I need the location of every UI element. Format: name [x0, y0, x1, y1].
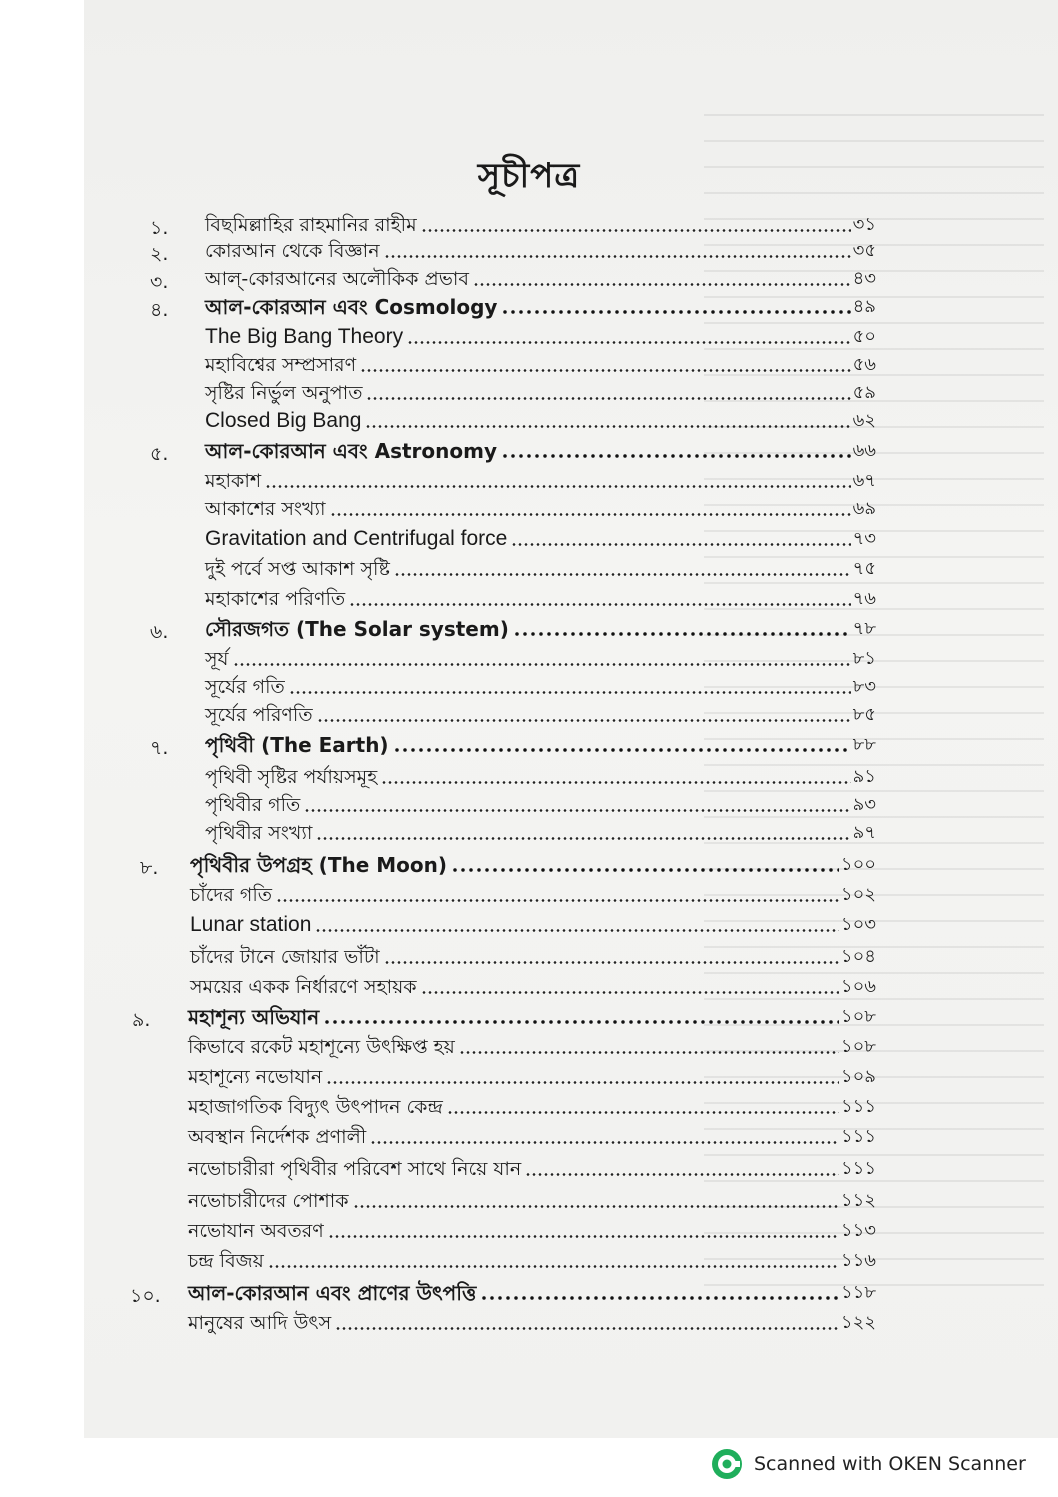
toc-page-number: ১১১: [840, 1096, 876, 1117]
toc-entry-title: আল-কোরআন এবং প্রাণের উৎপত্তি: [188, 1281, 477, 1305]
toc-page-number: ১০২: [840, 884, 876, 905]
dot-leader: [353, 1205, 839, 1208]
dot-leader: [317, 719, 851, 722]
toc-page-number: ৭৮: [852, 618, 876, 639]
toc-entry: [205, 614, 876, 640]
dot-leader: [335, 1327, 839, 1330]
toc-entry-title: নভোচারীরা পৃথিবীর পরিবেশ সাথে নিয়ে যান: [188, 1158, 522, 1180]
toc-page-number: ১০৮: [840, 1036, 876, 1057]
toc-page-number: ১০০: [840, 854, 876, 875]
page-title: সূচীপত্র: [477, 156, 581, 196]
toc-entry-title: অবস্থান নির্দেশক প্রণালী: [188, 1126, 367, 1148]
dot-leader: [276, 899, 839, 902]
toc-entry-title: মানুষের আদি উৎস: [188, 1312, 332, 1334]
toc-entry: [205, 554, 876, 580]
toc-entry: [205, 350, 876, 376]
toc-number: ১.: [150, 217, 169, 239]
dot-leader: [525, 1173, 839, 1176]
toc-entry-title: পৃথিবী সৃষ্টির পর্যায়সমূহ: [205, 766, 378, 788]
toc-page-number: ৯৭: [852, 822, 876, 843]
toc-entry-title: পৃথিবীর উপগ্রহ (The Moon): [190, 853, 447, 877]
toc-entry: [205, 264, 876, 290]
toc-entry: [205, 466, 876, 492]
toc-entry-title: নভোযান অবতরণ: [188, 1220, 324, 1242]
dot-leader: [330, 513, 851, 516]
toc-entry-title: চাঁদের গতি: [190, 884, 273, 906]
toc-page-number: ৪৯: [852, 296, 876, 317]
dot-leader: [407, 341, 851, 344]
toc-page-number: ১০৯: [840, 1066, 876, 1087]
dot-leader: [233, 663, 851, 666]
toc-page-number: ৭৩: [852, 528, 876, 549]
toc-page-number: ৮১: [852, 648, 876, 669]
dot-leader: [328, 1235, 839, 1238]
dot-leader: [451, 868, 839, 872]
toc-page-number: ১১৮: [840, 1282, 876, 1303]
toc-entry: [190, 910, 876, 936]
toc-entry: [205, 818, 876, 844]
toc-entry: [188, 1092, 876, 1118]
dot-leader: [384, 255, 851, 258]
toc-entry: [190, 972, 876, 998]
toc-entry-title: চাঁদের টানে জোয়ার ভাঁটা: [190, 946, 380, 968]
dot-leader: [304, 809, 850, 812]
dot-leader: [349, 603, 850, 606]
toc-page-number: ৬২: [852, 410, 876, 431]
toc-page-number: ৭৬: [852, 588, 876, 609]
scanner-watermark-text: Scanned with OKEN Scanner: [754, 1453, 1026, 1475]
toc-page-number: ১০৮: [840, 1006, 876, 1027]
dot-leader: [447, 1111, 839, 1114]
toc-entry-title: নভোচারীদের পোশাক: [188, 1190, 349, 1212]
toc-entry: [188, 1062, 876, 1088]
dot-leader: [316, 837, 850, 840]
dot-leader: [289, 691, 851, 694]
toc-number: ৮.: [140, 857, 159, 879]
toc-number: ১০.: [130, 1285, 161, 1307]
toc-entry-title: সূর্য: [205, 648, 229, 670]
toc-page-number: ৬৬: [852, 440, 876, 461]
toc-number: ৩.: [150, 271, 169, 293]
toc-entry-title: Lunar station: [190, 913, 312, 936]
dot-leader: [421, 229, 851, 232]
toc-entry-title: সৃষ্টির নির্ভুল অনুপাত: [205, 382, 363, 404]
toc-entry-title: আল্-কোরআনের অলৌকিক প্রভাব: [205, 268, 469, 290]
toc-page-number: ৫৬: [852, 354, 876, 375]
toc-entry: [205, 790, 876, 816]
dot-leader: [370, 1141, 839, 1144]
toc-entry: [188, 1002, 876, 1028]
toc-number: ২.: [150, 243, 169, 265]
toc-page-number: ৫০: [852, 326, 876, 347]
dot-leader: [360, 369, 851, 372]
toc-page-number: ১০৬: [840, 976, 876, 997]
toc-entry: [205, 210, 876, 236]
dot-leader: [421, 991, 839, 994]
toc-number: ৭.: [150, 737, 169, 759]
dot-leader: [381, 781, 850, 784]
dot-leader: [365, 425, 850, 428]
dot-leader: [394, 573, 851, 576]
scanner-watermark: [710, 1444, 1026, 1484]
toc-entry: [188, 1216, 876, 1242]
toc-number: ৬.: [150, 621, 169, 643]
toc-entry-title: সময়ের একক নির্ধারণে সহায়ক: [190, 976, 417, 998]
oken-scanner-logo-icon: [710, 1447, 744, 1481]
toc-entry-title: সৌরজগত (The Solar system): [205, 617, 509, 641]
toc-page-number: ১১১: [840, 1158, 876, 1179]
dot-leader: [384, 961, 839, 964]
toc-entry: [205, 700, 876, 726]
toc-page-number: ৬৭: [852, 470, 876, 491]
toc-entry: [188, 1122, 876, 1148]
toc-page-number: ১২২: [840, 1312, 876, 1333]
dot-leader: [501, 310, 850, 314]
toc-entry-title: পৃথিবী (The Earth): [205, 733, 389, 757]
dot-leader: [501, 454, 851, 458]
toc-entry-title: মহাবিশ্বের সম্প্রসারণ: [205, 354, 357, 376]
dot-leader: [366, 397, 850, 400]
toc-entry: [205, 644, 876, 670]
toc-page-number: ৯১: [852, 766, 876, 787]
toc-entry: [188, 1032, 876, 1058]
toc-page-number: ৮৫: [852, 704, 876, 725]
toc-page-number: ৮৩: [852, 676, 876, 697]
toc-page-number: ৬৯: [852, 498, 876, 519]
toc-entry: [205, 322, 876, 348]
dot-leader: [459, 1051, 839, 1054]
toc-entry: [190, 880, 876, 906]
toc-entry-title: মহাশূন্য অভিযান: [188, 1005, 320, 1029]
toc-entry: [205, 524, 876, 550]
toc-entry-title: The Big Bang Theory: [205, 325, 404, 348]
toc-entry-title: সূর্যের পরিণতি: [205, 704, 313, 726]
toc-page-number: ৫৯: [852, 382, 876, 403]
toc-entry: [205, 762, 876, 788]
toc-entry-title: কোরআন থেকে বিজ্ঞান: [205, 240, 380, 262]
toc-page-number: ১১১: [840, 1126, 876, 1147]
toc-page-number: ১১৩: [840, 1220, 876, 1241]
dot-leader: [473, 283, 851, 286]
toc-entry: [190, 850, 876, 876]
toc-page-number: ৪৩: [852, 268, 876, 289]
toc-entry-title: আকাশের সংখ্যা: [205, 498, 326, 520]
toc-entry-title: দুই পর্বে সপ্ত আকাশ সৃষ্টি: [205, 558, 390, 580]
toc-number: ৯.: [132, 1009, 151, 1031]
toc-entry-title: সূর্যের গতি: [205, 676, 285, 698]
toc-entry: [205, 436, 876, 462]
toc-entry-title: Gravitation and Centrifugal force: [205, 527, 508, 550]
toc-page-number: ৭৫: [852, 558, 876, 579]
toc-entry-title: পৃথিবীর গতি: [205, 794, 301, 816]
dot-leader: [315, 929, 838, 932]
toc-entry-title: আল-কোরআন এবং Cosmology: [205, 295, 498, 319]
toc-page-number: ১০৩: [840, 914, 876, 935]
toc-entry: [205, 378, 876, 404]
toc-entry: [188, 1308, 876, 1334]
toc-entry: [188, 1186, 876, 1212]
dot-leader: [393, 748, 851, 752]
toc-page-number: ৩১: [852, 214, 876, 235]
toc-entry: [188, 1154, 876, 1180]
toc-entry: [205, 672, 876, 698]
toc-entry: [205, 494, 876, 520]
toc-entry-title: বিছমিল্লাহির রাহমানির রাহীম: [205, 214, 417, 236]
toc-entry: [188, 1278, 876, 1304]
toc-entry: [205, 584, 876, 610]
toc-entry: [205, 730, 876, 756]
toc-page-number: ৩৫: [852, 240, 876, 261]
dot-leader: [513, 632, 851, 636]
dot-leader: [323, 1020, 839, 1024]
toc-page-number: ৯৩: [852, 794, 876, 815]
dot-leader: [265, 485, 850, 488]
toc-entry-title: আল-কোরআন এবং Astronomy: [205, 439, 497, 463]
toc-entry: [205, 236, 876, 262]
toc-entry-title: পৃথিবীর সংখ্যা: [205, 822, 313, 844]
toc-page-number: ১০৪: [840, 946, 876, 967]
toc-entry-title: মহাকাশের পরিণতি: [205, 588, 346, 610]
toc-page-number: ১১২: [840, 1190, 876, 1211]
toc-number: ৫.: [150, 443, 169, 465]
toc-number: ৪.: [150, 299, 169, 321]
toc-entry-title: মহাশূন্যে নভোযান: [188, 1066, 323, 1088]
dot-leader: [326, 1081, 839, 1084]
toc-entry: [205, 406, 876, 432]
toc-page-number: ১১৬: [840, 1250, 876, 1271]
toc-page-number: ৮৮: [852, 734, 876, 755]
toc-entry: [205, 292, 876, 318]
toc-entry-title: মহাকাশ: [205, 470, 262, 492]
toc-entry-title: Closed Big Bang: [205, 409, 362, 432]
toc-entry-title: চন্দ্র বিজয়: [188, 1250, 264, 1272]
toc-entry: [190, 942, 876, 968]
toc-entry: [188, 1246, 876, 1272]
toc-entry-title: মহাজাগতিক বিদ্যুৎ উৎপাদন কেন্দ্র: [188, 1096, 443, 1118]
dot-leader: [511, 543, 850, 546]
dot-leader: [480, 1296, 839, 1300]
dot-leader: [268, 1265, 839, 1268]
toc-entry-title: কিভাবে রকেট মহাশূন্যে উৎক্ষিপ্ত হয়: [188, 1036, 455, 1058]
